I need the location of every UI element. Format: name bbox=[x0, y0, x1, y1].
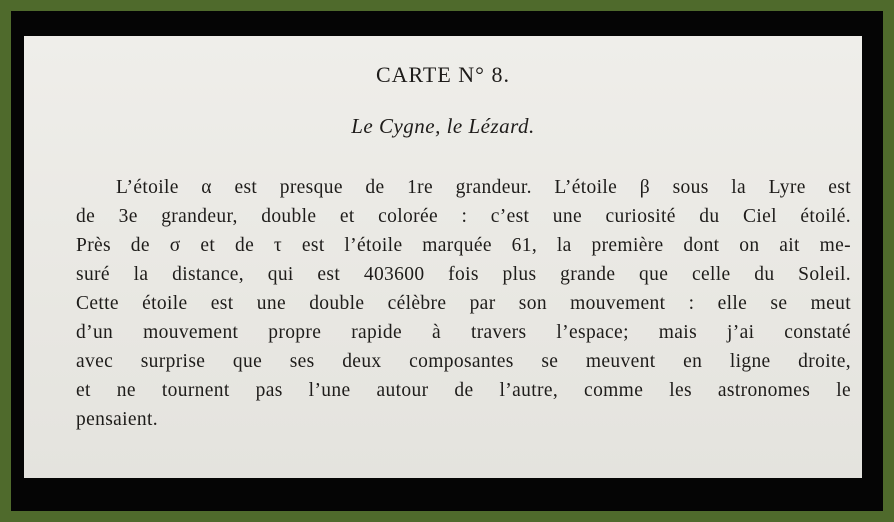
page-subtitle: Le Cygne, le Lézard. bbox=[351, 114, 535, 138]
paragraph-line: et ne tournent pas l’une autour de l’autre, comme les astronomes le bbox=[76, 380, 851, 401]
paragraph-line: Près de σ et de τ est l’étoile marquée 61, la première dont on ait me- bbox=[76, 235, 851, 256]
book-page bbox=[24, 36, 862, 478]
paragraph-line: d’un mouvement propre rapide à travers l’espace; mais j’ai constaté bbox=[76, 322, 851, 343]
paragraph-line: de 3e grandeur, double et colorée : c’est une curiosité du Ciel étoilé. bbox=[76, 206, 851, 227]
page-title: CARTE N° 8. bbox=[376, 62, 510, 87]
paragraph-line: pensaient. bbox=[76, 409, 159, 430]
paragraph-line: Cette étoile est une double célèbre par son mouvement : elle se meut bbox=[76, 293, 851, 314]
paragraph-line: avec surprise que ses deux composantes se meuvent en ligne droite, bbox=[76, 351, 851, 372]
paragraph-line: suré la distance, qui est 403600 fois plus grande que celle du Soleil. bbox=[76, 264, 851, 285]
paragraph-line: L’étoile α est presque de 1re grandeur. L’étoile β sous la Lyre est bbox=[116, 177, 851, 198]
body-paragraph bbox=[76, 173, 851, 434]
